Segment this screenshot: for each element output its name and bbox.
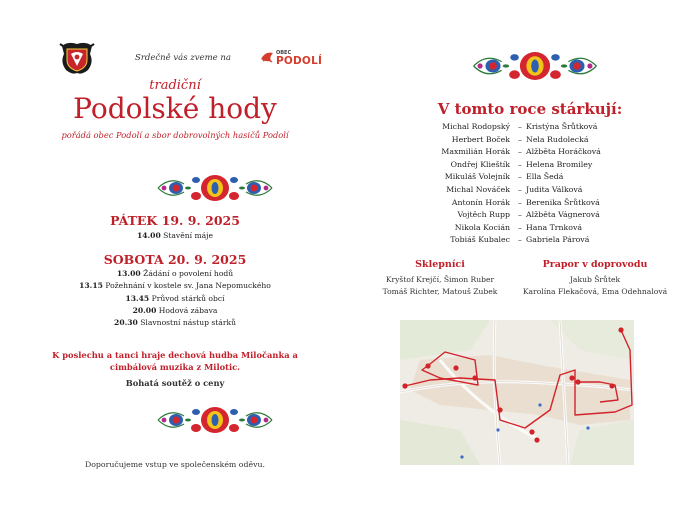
podoli-logo xyxy=(259,48,323,70)
couple-row xyxy=(390,160,680,173)
couple-woman: Hana Trnková xyxy=(526,222,583,232)
saturday-schedule xyxy=(40,269,310,330)
friday-title: PÁTEK 19. 9. 2025 xyxy=(110,213,240,228)
couple-dash: – xyxy=(518,172,522,182)
folk-ornament-icon xyxy=(150,398,280,442)
event-time: 13.45 xyxy=(125,293,150,303)
couple-dash: – xyxy=(518,184,522,194)
prapor-title: Prapor v doprovodu xyxy=(542,259,648,270)
coat-of-arms-icon xyxy=(58,40,96,76)
prapor-line-2: Karolína Flekačová, Ema Odehnalová xyxy=(522,287,668,296)
couple-woman: Gabriela Párová xyxy=(526,235,590,245)
event-time: 13.15 xyxy=(79,281,103,291)
couple-row xyxy=(390,198,680,211)
couple-man: Tobiáš Kubalec xyxy=(450,235,510,245)
folk-ornament-icon xyxy=(465,42,605,90)
couple-dash: – xyxy=(518,159,522,169)
couple-dash: – xyxy=(518,122,522,131)
couple-row xyxy=(390,135,680,148)
couple-man: Michal Nováček xyxy=(446,184,510,194)
couple-row xyxy=(390,172,680,185)
event-text: Hodová zábava xyxy=(158,305,218,315)
couples-title: V tomto roce stárkují: xyxy=(437,100,623,118)
couple-man: Mikuláš Volejník xyxy=(444,172,510,182)
event-text: Požehnání v kostele sv. Jana Nepomuckého xyxy=(105,281,271,291)
schedule-row xyxy=(40,281,310,293)
couple-man: Antonín Horák xyxy=(451,197,510,207)
sklepnici-title: Sklepníci xyxy=(415,259,465,270)
sklepnici-line-1: Kryštof Krejčí, Šimon Ruber xyxy=(385,275,495,284)
procession-route-map xyxy=(400,320,634,465)
invitation-text: Srdečně vás zveme na xyxy=(135,53,231,63)
couple-dash: – xyxy=(518,147,522,157)
couple-row xyxy=(390,235,680,248)
sklepnici-section xyxy=(360,259,520,298)
schedule-row xyxy=(40,231,310,243)
couple-row xyxy=(390,185,680,198)
music-note: K poslechu a tanci hraje dechová hudba Miločanka a cimbálová muzika z Milotic. xyxy=(52,350,298,372)
couple-row xyxy=(390,210,680,223)
couple-row xyxy=(390,223,680,236)
saturday-title: SOBOTA 20. 9. 2025 xyxy=(103,252,247,267)
couple-row xyxy=(390,122,680,135)
prapor-section xyxy=(510,259,680,298)
podoli-logo-icon xyxy=(259,49,275,65)
event-text: Žádání o povolení hodů xyxy=(143,269,234,278)
couple-man: Ondřej Klieštík xyxy=(450,159,510,169)
event-time: 20.30 xyxy=(114,318,138,328)
schedule-row xyxy=(40,318,310,330)
schedule-row xyxy=(40,269,310,281)
event-text: Stavění máje xyxy=(163,231,214,240)
couple-dash: – xyxy=(518,222,522,232)
event-time: 14.00 xyxy=(136,231,161,240)
couple-row xyxy=(390,147,680,160)
contest-note: Bohatá soutěž o ceny xyxy=(125,378,225,388)
schedule-row xyxy=(40,306,310,318)
friday-schedule xyxy=(40,231,310,243)
couple-man: Herbert Boček xyxy=(451,134,510,144)
couples-list xyxy=(390,122,680,248)
couple-woman: Judita Válková xyxy=(526,184,583,194)
couple-woman: Helena Bromiley xyxy=(526,159,593,169)
couple-man: Michal Rodopský xyxy=(442,122,510,131)
event-time: 13.00 xyxy=(116,269,141,278)
couple-woman: Nela Rudolecká xyxy=(526,134,589,144)
couple-dash: – xyxy=(518,134,522,144)
subtitle-traditional: tradiční xyxy=(149,78,201,93)
organizer-text: pořádá obec Podolí a sbor dobrovolných hasičů Podolí xyxy=(61,130,289,140)
schedule-row xyxy=(40,294,310,306)
couple-dash: – xyxy=(518,197,522,207)
event-text: Průvod stárků obcí xyxy=(151,293,225,303)
event-time: 20.00 xyxy=(132,305,157,315)
logo-big-text: PODOLÍ xyxy=(276,55,323,67)
prapor-line-1: Jakub Šrůtek xyxy=(569,275,621,284)
couple-dash: – xyxy=(518,235,522,245)
couple-dash: – xyxy=(518,210,522,220)
couple-man: Vojtěch Rupp xyxy=(457,210,510,220)
couple-woman: Berenika Šrůtková xyxy=(526,197,600,207)
couple-woman: Alžběta Horáčková xyxy=(526,147,601,157)
couple-woman: Ella Šedá xyxy=(526,172,564,182)
route-map-graphic xyxy=(400,320,634,465)
couple-woman: Alžběta Vágnerová xyxy=(526,210,600,220)
event-text: Slavnostní nástup stárků xyxy=(140,318,236,328)
couple-man: Maxmilián Horák xyxy=(441,147,510,157)
couple-woman: Kristýna Šrůtková xyxy=(526,122,598,131)
logo-small-text: OBEC xyxy=(276,50,292,56)
dress-code-note: Doporučujeme vstup ve společenském oděvu. xyxy=(84,460,266,469)
folk-ornament-icon xyxy=(150,166,280,210)
couple-man: Nikola Kocián xyxy=(454,222,510,232)
page-title: Podolské hody xyxy=(73,92,277,125)
sklepnici-line-2: Tomáš Richter, Matouš Zubek xyxy=(382,287,498,296)
